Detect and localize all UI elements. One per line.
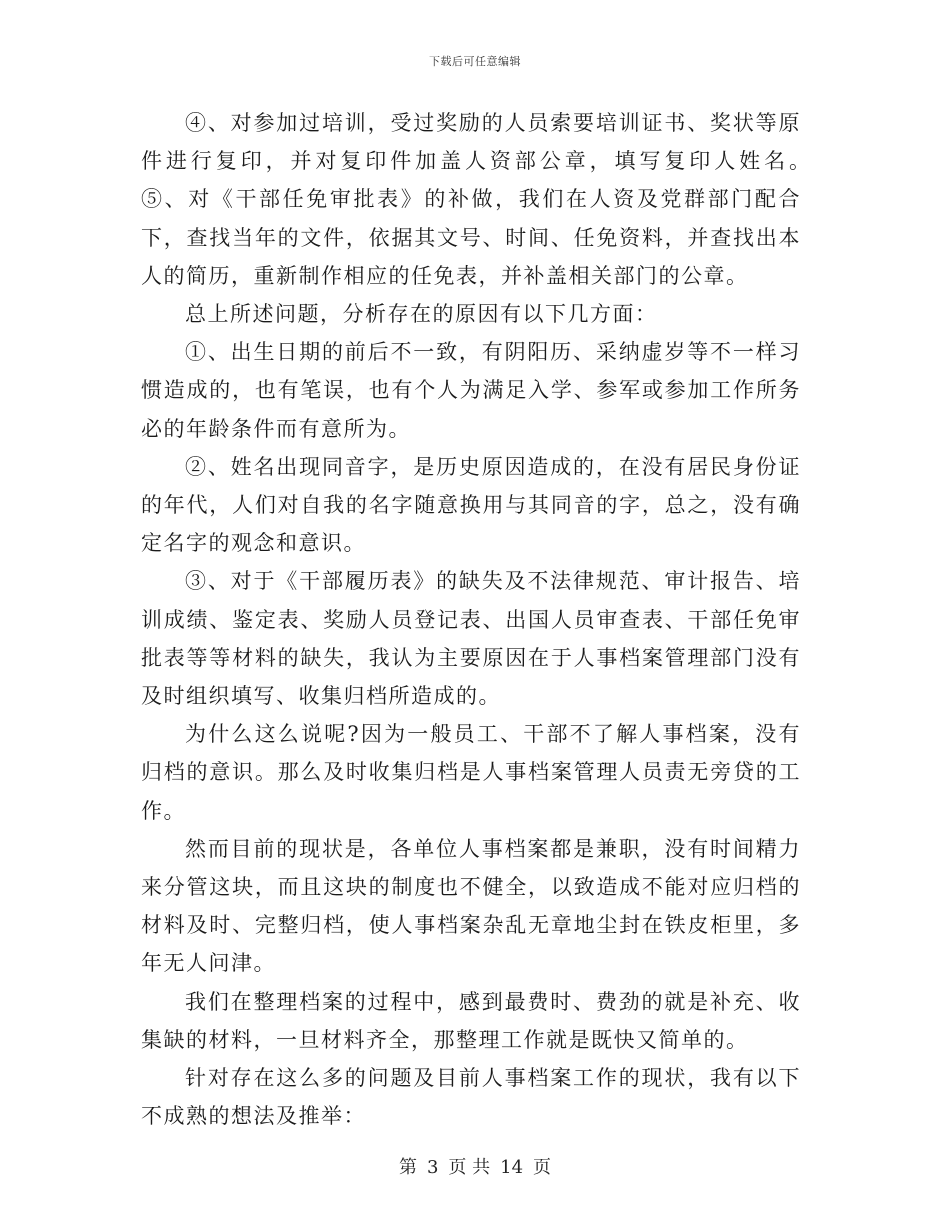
footer-suffix: 页	[533, 1157, 552, 1178]
paragraph-3: ①、出生日期的前后不一致，有阴阳历、采纳虚岁等不一样习惯造成的，也有笔误，也有个人为满足入学、参军或参加工作所务必的年龄条件而有意所为。	[141, 340, 801, 441]
footer-page-number: 3	[426, 1157, 439, 1178]
paragraph-1: ④、对参加过培训，受过奖励的人员索要培训证书、奖状等原件进行复印，并对复印件加盖人资部公章，填写复印人姓名。 ⑤、对《干部任免审批表》的补做，我们在人资及党群部门配合下，查找当年的文件，依据其文号、时间、任免资料，并查找出本人的简历，重新制作相应的任免表，并补盖相关部门的公章。	[141, 111, 846, 288]
paragraph-4: ②、姓名出现同音字，是历史原因造成的，在没有居民身份证的年代，人们对自我的名字随意换用与其同音的字，总之，没有确定名字的观念和意识。	[141, 454, 801, 556]
footer-total-pages: 14	[500, 1157, 524, 1178]
footer-prefix: 第	[398, 1157, 417, 1178]
page-header: 下载后可任意编辑	[429, 55, 521, 68]
paragraph-8: 我们在整理档案的过程中，感到最费时、费劲的就是补充、收集缺的材料，一旦材料齐全，那整理工作就是既快又简单的。	[141, 989, 801, 1052]
paragraph-2: 总上所述问题，分析存在的原因有以下几方面：	[185, 302, 658, 327]
paragraph-7: 然而目前的现状是，各单位人事档案都是兼职，没有时间精力来分管这块，而且这块的制度也不健全，以致造成不能对应归档的材料及时、完整归档，使人事档案杂乱无章地尘封在铁皮柜里，多年无人问津。	[141, 836, 801, 976]
paragraph-9: 针对存在这么多的问题及目前人事档案工作的现状，我有以下不成熟的想法及推举：	[141, 1066, 801, 1129]
paragraph-6: 为什么这么说呢?因为一般员工、干部不了解人事档案，没有归档的意识。那么及时收集归档是人事档案管理人员责无旁贷的工作。	[141, 722, 801, 823]
page-footer	[0, 1153, 950, 1179]
document-body	[141, 104, 846, 1135]
paragraph-5: ③、对于《干部履历表》的缺失及不法律规范、审计报告、培训成绩、鉴定表、奖励人员登记表、出国人员审查表、干部任免审批表等等材料的缺失，我认为主要原因在于人事档案管理部门没有及时组织填写、收集归档所造成的。	[141, 569, 801, 709]
footer-middle: 页 共	[448, 1157, 491, 1178]
